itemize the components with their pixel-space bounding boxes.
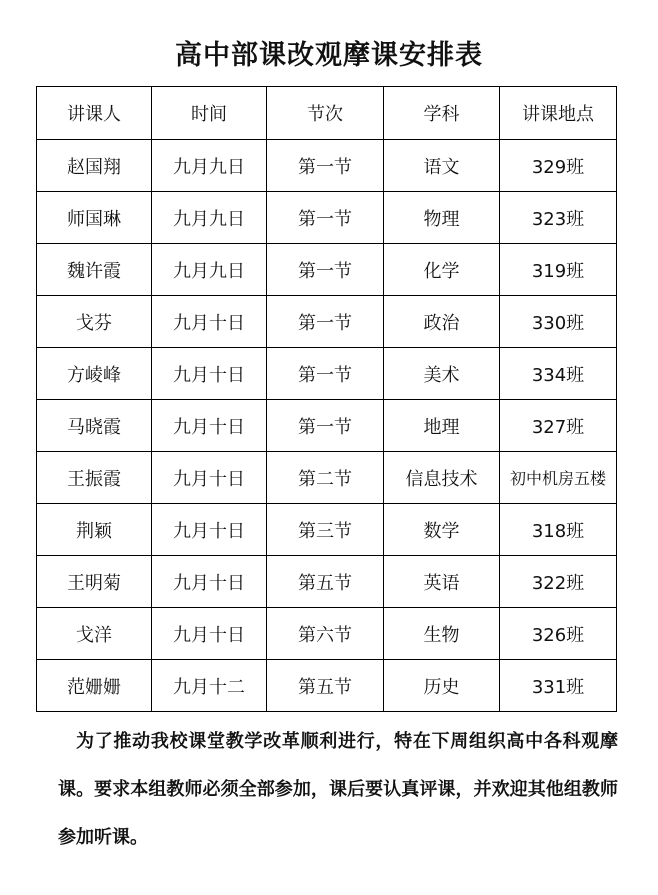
table-row bbox=[37, 608, 617, 660]
cell-date: 九月十二 bbox=[152, 660, 267, 712]
cell-date: 九月十日 bbox=[152, 452, 267, 504]
cell-period: 第三节 bbox=[267, 504, 384, 556]
cell-teacher: 戈洋 bbox=[37, 608, 152, 660]
table-row bbox=[37, 400, 617, 452]
cell-teacher: 戈芬 bbox=[37, 296, 152, 348]
cell-location: 327班 bbox=[500, 400, 617, 452]
notice-paragraph: 为了推动我校课堂教学改革顺利进行，特在下周组织高中各科观摩课。要求本组教师必须全部参加，课后要认真评课，并欢迎其他组教师参加听课。 bbox=[58, 731, 618, 848]
cell-location: 319班 bbox=[500, 244, 617, 296]
cell-period: 第一节 bbox=[267, 244, 384, 296]
cell-location: 331班 bbox=[500, 660, 617, 712]
cell-period: 第五节 bbox=[267, 660, 384, 712]
table-row bbox=[37, 504, 617, 556]
cell-period: 第一节 bbox=[267, 348, 384, 400]
cell-date: 九月十日 bbox=[152, 348, 267, 400]
header-date: 时间 bbox=[152, 87, 267, 140]
table-row bbox=[37, 660, 617, 712]
cell-location: 326班 bbox=[500, 608, 617, 660]
cell-date: 九月九日 bbox=[152, 192, 267, 244]
cell-subject: 美术 bbox=[384, 348, 500, 400]
cell-location: 318班 bbox=[500, 504, 617, 556]
cell-location: 334班 bbox=[500, 348, 617, 400]
cell-teacher: 荆颖 bbox=[37, 504, 152, 556]
header-period: 节次 bbox=[267, 87, 384, 140]
table-header-row bbox=[37, 87, 617, 140]
table-row bbox=[37, 296, 617, 348]
cell-subject: 化学 bbox=[384, 244, 500, 296]
cell-subject: 生物 bbox=[384, 608, 500, 660]
cell-location: 330班 bbox=[500, 296, 617, 348]
cell-date: 九月九日 bbox=[152, 244, 267, 296]
table-row bbox=[37, 348, 617, 400]
cell-teacher: 赵国翔 bbox=[37, 140, 152, 192]
table-row bbox=[37, 140, 617, 192]
cell-subject: 地理 bbox=[384, 400, 500, 452]
cell-subject: 政治 bbox=[384, 296, 500, 348]
cell-date: 九月十日 bbox=[152, 608, 267, 660]
cell-teacher: 王振霞 bbox=[37, 452, 152, 504]
cell-period: 第六节 bbox=[267, 608, 384, 660]
cell-location: 322班 bbox=[500, 556, 617, 608]
cell-location: 初中机房五楼 bbox=[500, 452, 617, 504]
cell-teacher: 方崚峰 bbox=[37, 348, 152, 400]
cell-teacher: 王明菊 bbox=[37, 556, 152, 608]
cell-teacher: 范姗姗 bbox=[37, 660, 152, 712]
cell-date: 九月九日 bbox=[152, 140, 267, 192]
cell-location: 329班 bbox=[500, 140, 617, 192]
cell-subject: 英语 bbox=[384, 556, 500, 608]
cell-teacher: 魏许霞 bbox=[37, 244, 152, 296]
cell-subject: 语文 bbox=[384, 140, 500, 192]
cell-location: 323班 bbox=[500, 192, 617, 244]
table-row bbox=[37, 192, 617, 244]
header-location: 讲课地点 bbox=[500, 87, 617, 140]
cell-period: 第一节 bbox=[267, 296, 384, 348]
table-row bbox=[37, 452, 617, 504]
cell-period: 第一节 bbox=[267, 400, 384, 452]
cell-subject: 历史 bbox=[384, 660, 500, 712]
table-row bbox=[37, 556, 617, 608]
cell-date: 九月十日 bbox=[152, 400, 267, 452]
cell-period: 第一节 bbox=[267, 192, 384, 244]
cell-teacher: 马晓霞 bbox=[37, 400, 152, 452]
cell-date: 九月十日 bbox=[152, 504, 267, 556]
cell-subject: 数学 bbox=[384, 504, 500, 556]
cell-date: 九月十日 bbox=[152, 556, 267, 608]
header-teacher: 讲课人 bbox=[37, 87, 152, 140]
cell-period: 第二节 bbox=[267, 452, 384, 504]
cell-period: 第一节 bbox=[267, 140, 384, 192]
table-row bbox=[37, 244, 617, 296]
cell-teacher: 师国琳 bbox=[37, 192, 152, 244]
cell-period: 第五节 bbox=[267, 556, 384, 608]
header-subject: 学科 bbox=[384, 87, 500, 140]
page-title: 高中部课改观摩课安排表 bbox=[175, 40, 483, 71]
cell-subject: 物理 bbox=[384, 192, 500, 244]
cell-subject: 信息技术 bbox=[384, 452, 500, 504]
schedule-table bbox=[36, 86, 617, 712]
cell-date: 九月十日 bbox=[152, 296, 267, 348]
